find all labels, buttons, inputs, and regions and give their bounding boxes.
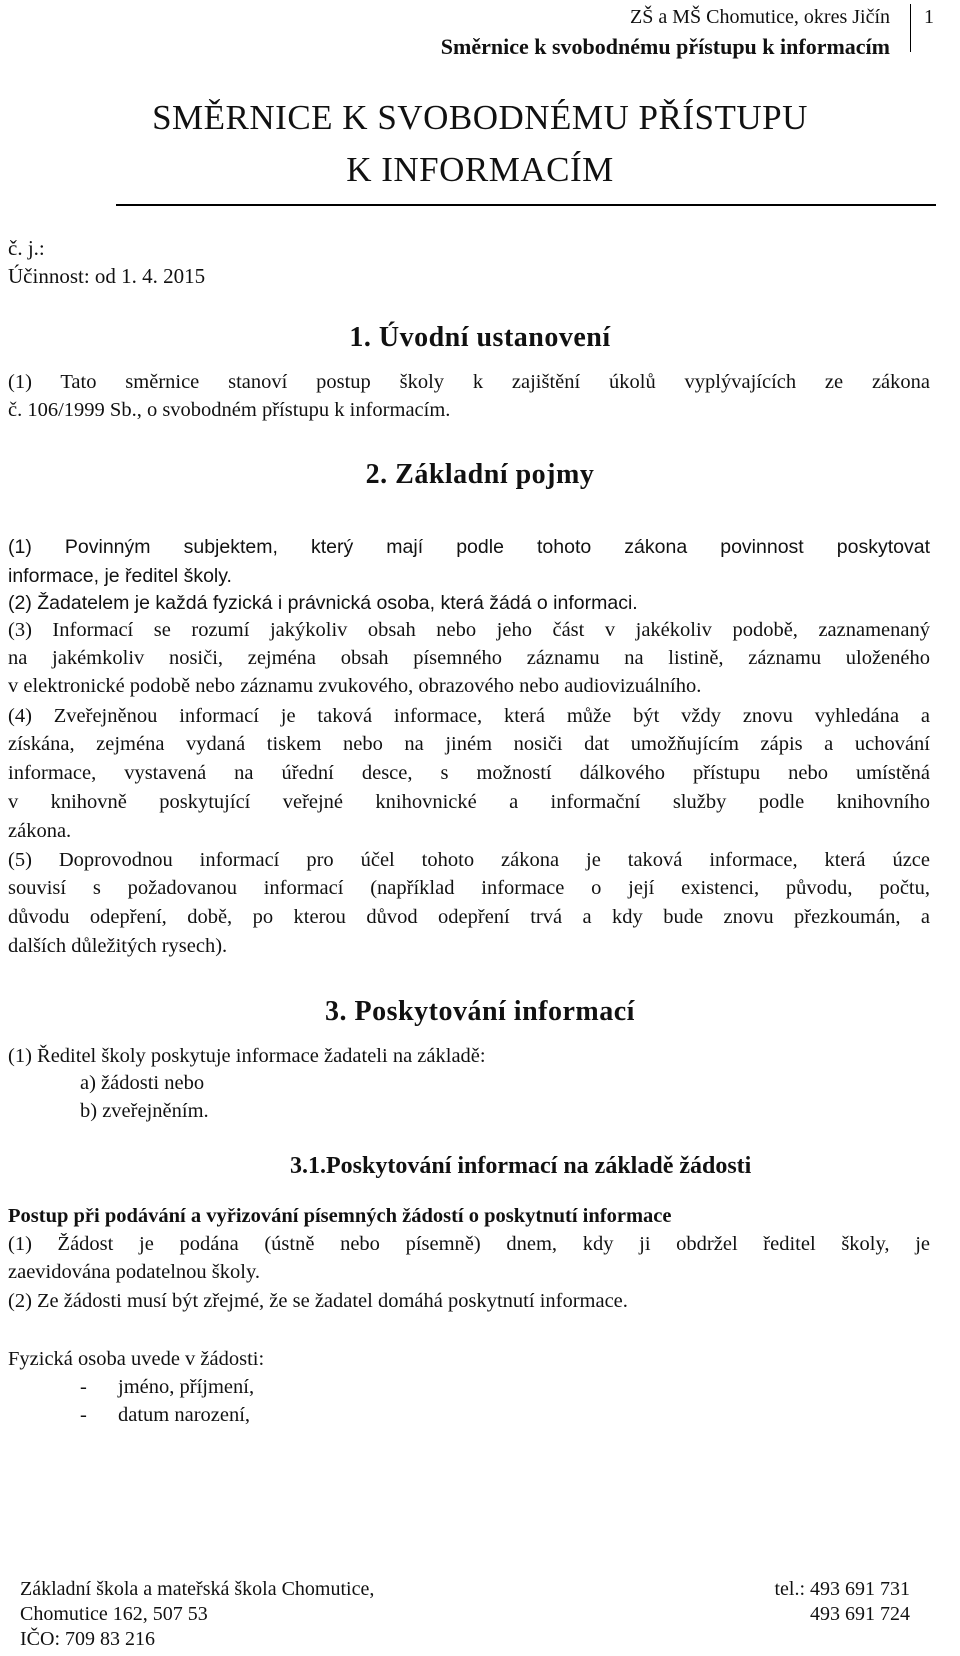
section-2-line: na jakémkoliv nosiči, zejména obsah písemného záznamu na listině, záznamu uloženého bbox=[8, 647, 930, 669]
section-2-line: informace, vystavená na úřední desce, s možností dálkového přístupu nebo umístěná bbox=[8, 762, 930, 784]
section-3-1-line: (2) Ze žádosti musí být zřejmé, že se žadatel domáhá poskytnutí informace. bbox=[8, 1290, 628, 1312]
section-2-line: informace, je ředitel školy. bbox=[8, 565, 232, 587]
document-title-line2: K INFORMACÍM bbox=[346, 150, 614, 189]
footer-ico: IČO: 709 83 216 bbox=[20, 1628, 155, 1650]
person-intro: Fyzická osoba uvede v žádosti: bbox=[8, 1348, 265, 1370]
footer-tel-1: tel.: 493 691 731 bbox=[774, 1578, 910, 1600]
section-1-heading: 1. Úvodní ustanovení bbox=[349, 322, 611, 353]
section-3-1-heading: 3.1.Poskytování informací na základě žádosti bbox=[290, 1153, 752, 1179]
page-number: 1 bbox=[924, 6, 934, 28]
section-2-line: (5) Doprovodnou informací pro účel tohoto zákona je taková informace, která úzce bbox=[8, 849, 930, 871]
header-divider bbox=[910, 4, 911, 52]
section-2-line: získána, zejména vydaná tiskem nebo na jiném nosiči dat umožňujícím zápis a uchování bbox=[8, 733, 930, 755]
header-school: ZŠ a MŠ Chomutice, okres Jičín bbox=[630, 6, 890, 28]
list-dash: - bbox=[80, 1376, 87, 1398]
section-3-1-subheading: Postup při podávání a vyřizování písemných žádostí o poskytnutí informace bbox=[8, 1205, 672, 1227]
section-2-line: zákona. bbox=[8, 820, 72, 842]
section-3-item: a) žádosti nebo bbox=[80, 1072, 205, 1094]
reference-number: č. j.: bbox=[8, 236, 45, 260]
section-2-line: (2) Žadatelem je každá fyzická i právnická osoba, která žádá o informaci. bbox=[8, 592, 638, 614]
effective-date: Účinnost: od 1. 4. 2015 bbox=[8, 264, 206, 288]
footer-tel-2: 493 691 724 bbox=[810, 1603, 910, 1625]
section-3-item: b) zveřejněním. bbox=[80, 1100, 209, 1122]
section-3-1-line: (1) Žádost je podána (ústně nebo písemně) dnem, kdy ji obdržel ředitel školy, je bbox=[8, 1233, 930, 1255]
section-2-heading: 2. Základní pojmy bbox=[365, 459, 595, 490]
section-2-line: souvisí s požadovanou informací (například informace o její existenci, původu, počtu, bbox=[8, 877, 930, 899]
header-title: Směrnice k svobodnému přístupu k informacím bbox=[440, 34, 890, 59]
section-3-1-line: zaevidována podatelnou školy. bbox=[8, 1261, 260, 1283]
section-2-line: (3) Informací se rozumí jakýkoliv obsah nebo jeho část v jakékoliv podobě, zaznamenaný bbox=[8, 619, 930, 641]
footer-school-name: Základní škola a mateřská škola Chomutice, bbox=[20, 1578, 375, 1600]
person-item: jméno, příjmení, bbox=[118, 1376, 255, 1398]
section-1-line: č. 106/1999 Sb., o svobodném přístupu k informacím. bbox=[8, 399, 451, 421]
section-2-line: dalších důležitých rysech). bbox=[8, 935, 228, 957]
title-underline bbox=[116, 204, 936, 206]
section-1-line: (1) Tato směrnice stanoví postup školy k zajištění úkolů vyplývajících ze zákona bbox=[8, 371, 930, 393]
section-2-line: důvodu odepření, době, po kterou důvod odepření trvá a kdy bude znovu přezkoumán, a bbox=[8, 906, 930, 928]
section-2-line: v elektronické podobě nebo záznamu zvukového, obrazového nebo audiovizuálního. bbox=[8, 675, 702, 697]
section-2-line: (4) Zveřejněnou informací je taková informace, která může být vždy znovu vyhledána a bbox=[8, 705, 930, 727]
list-dash: - bbox=[80, 1404, 87, 1426]
person-item: datum narození, bbox=[118, 1404, 251, 1426]
document-title-line1: SMĚRNICE K SVOBODNÉMU PŘÍSTUPU bbox=[152, 98, 808, 137]
section-3-heading: 3. Poskytování informací bbox=[325, 996, 635, 1027]
section-2-line: v knihovně poskytující veřejné knihovnické a informační služby podle knihovního bbox=[8, 791, 930, 813]
footer-address: Chomutice 162, 507 53 bbox=[20, 1603, 208, 1625]
section-2-line: (1) Povinným subjektem, který mají podle tohoto zákona povinnost poskytovat bbox=[8, 536, 930, 558]
section-3-intro: (1) Ředitel školy poskytuje informace žadateli na základě: bbox=[8, 1045, 486, 1067]
